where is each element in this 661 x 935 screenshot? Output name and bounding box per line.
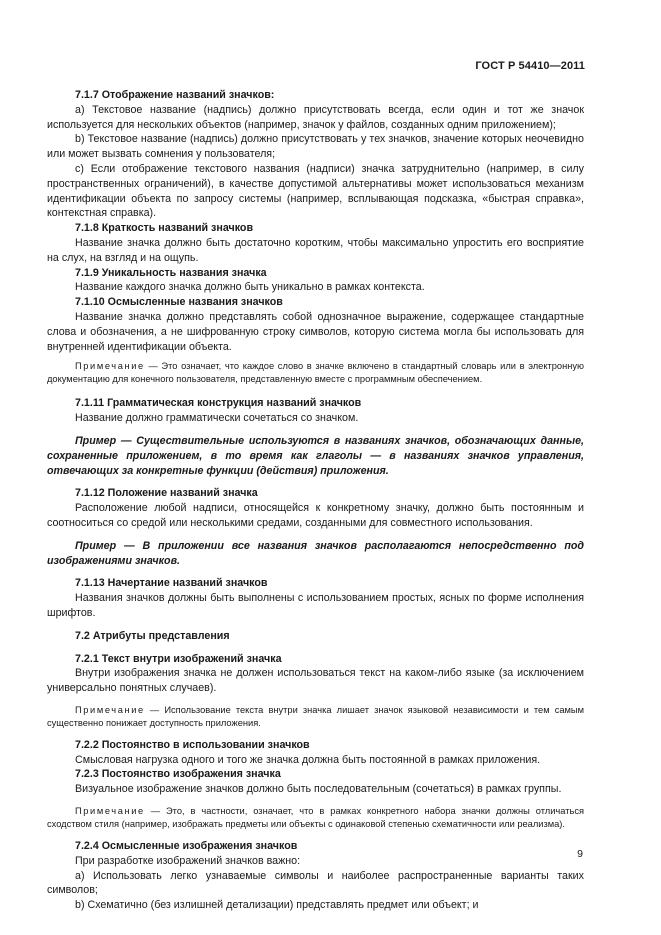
standard-designation: ГОСТ Р 54410—2011 (475, 60, 585, 72)
note-text: — Использование текста внутри значка лишает значок языковой независимости и тем самым существенно понижает доступность приложения. (47, 704, 584, 728)
section-heading-7-2-2: 7.2.2 Постоянство в использовании значков (75, 738, 310, 751)
paragraph-7-1-8: Название значка должно быть достаточно коротким, чтобы максимально упростить его восприятие на слух, на взгляд и на ощупь. (47, 236, 584, 264)
section-heading-7-1-12: 7.1.12 Положение названий значка (75, 487, 258, 500)
paragraph-7-2-4-a: а) Использовать легко узнаваемые символы и наиболее распространенные варианты таких символов; (47, 869, 584, 897)
paragraph-7-2-2: Смысловая нагрузка одного и того же значка должна быть постоянной в рамках приложения. (75, 753, 541, 766)
paragraph-7-1-12: Расположение любой надписи, относящейся к конкретному значку, должно быть постоянным и соотноситься со средой или несколькими средами, созданными для совместного использования. (47, 502, 584, 529)
note-text: — Это, в частности, означает, что в рамках конкретного набора значки должны отличаться сходством стиля (например, изображать предметы или объекты с одинаковой степенью схематичности или реализма). (47, 806, 584, 830)
section-heading-7-1-11: 7.1.11 Грамматическая конструкция названий значков (75, 397, 362, 410)
paragraph-7-1-9: Название каждого значка должно быть уникально в рамках контекста. (75, 281, 425, 294)
section-heading-7-2-4: 7.2.4 Осмысленные изображения значков (75, 840, 298, 853)
paragraph-7-1-10: Название значка должно представлять собой однозначное выражение, содержащее стандартные слова и обозначения, а не шифрованную строку символов, которую система могла бы использовать для внутренней идентификации объекта. (47, 310, 584, 353)
section-heading-7-1-9: 7.1.9 Уникальность названия значка (75, 266, 267, 279)
example-7-1-12: Пример — В приложении все названия значков располагаются непосредственно под изображениями значков. (47, 539, 584, 567)
paragraph-7-1-7-b: b) Текстовое название (надпись) должно присутствовать у тех значков, значение которых неочевидно или может вызвать сомнения у пользователя; (47, 133, 584, 161)
paragraph-7-2-1: Внутри изображения значка не должен использоваться текст на каком-либо языке (за исключением универсально понятных случаев). (47, 667, 584, 695)
paragraph-7-1-13: Названия значков должны быть выполнены с использованием простых, ясных по форме исполнения шрифтов. (47, 592, 584, 619)
paragraph-7-2-3: Визуальное изображение значков должно быть последовательным (сочетаться) в рамках группы. (75, 783, 562, 796)
example-7-1-11: Пример — Существительные используются в названиях значков, обозначающих данные, сохраненные приложением, в то время как глаголы — в названиях значков управления, отвечающих за конкретные функции (действия) приложения. (47, 434, 584, 477)
paragraph-7-1-11: Название должно грамматически сочетаться со значком. (75, 412, 359, 425)
paragraph-7-2-4-b: b) Схематично (без излишней детализации) представлять предмет или объект; и (75, 899, 479, 912)
section-heading-7-1-13: 7.1.13 Начертание названий значков (75, 577, 268, 590)
note-text: — Это означает, что каждое слово в значке включено в стандартный словарь или в электронную документацию для конечного пользователя, представленную вместе с программным обеспечением. (47, 361, 584, 385)
section-heading-7-2-3: 7.2.3 Постоянство изображения значка (75, 768, 281, 781)
paragraph-7-2-4-intro: При разработке изображений значков важно: (75, 854, 301, 867)
note-label: Примечание (75, 361, 145, 372)
note-7-2-1 (47, 704, 584, 730)
paragraph-7-1-7-a: а) Текстовое название (надпись) должно присутствовать всегда, если один и тот же значок используется для нескольких объектов (например, значок у файлов, созданных одним приложением); (47, 103, 584, 131)
section-heading-7-2-1: 7.2.1 Текст внутри изображений значка (75, 652, 282, 665)
note-label: Примечание (75, 806, 145, 817)
note-label: Примечание (75, 704, 145, 715)
paragraph-7-1-7-c: c) Если отображение текстового названия (надписи) значка затруднительно (например, в силу пространственных ограничений), в качестве допустимой альтернативы может использоваться механизм идентификации объекта по запросу системы (например, всплывающая подсказка, «быстрая справка», контекстная справка). (47, 162, 584, 220)
document-body (47, 88, 584, 913)
note-7-1-10 (47, 360, 584, 386)
section-heading-7-1-8: 7.1.8 Краткость названий значков (75, 222, 254, 235)
section-heading-7-1-10: 7.1.10 Осмысленные названия значков (75, 296, 283, 309)
page-number: 9 (577, 848, 583, 860)
section-heading-7-1-7: 7.1.7 Отображение названий значков: (75, 89, 275, 101)
section-heading-7-2: 7.2 Атрибуты представления (75, 629, 230, 642)
note-7-2-3 (47, 805, 584, 831)
